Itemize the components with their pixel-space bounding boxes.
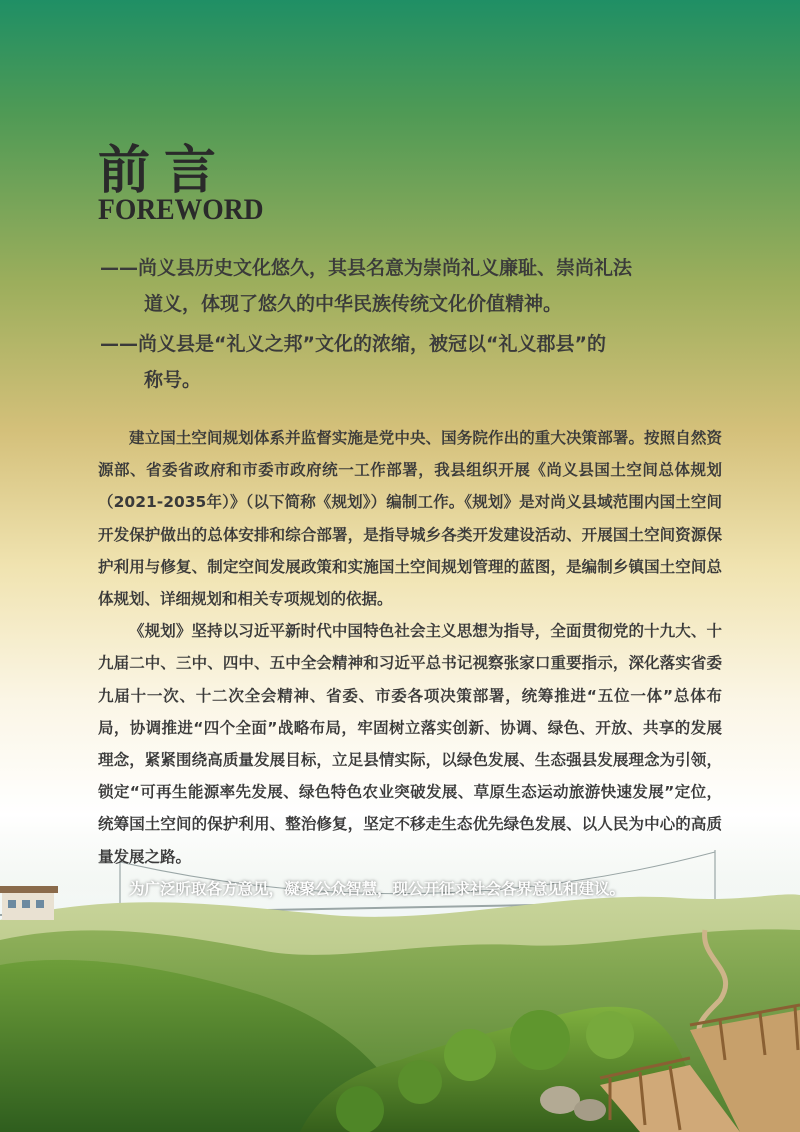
paragraph-2: 《规划》坚持以习近平新时代中国特色社会主义思想为指导，全面贯彻党的十九大、十九届二中、三中、四中、五中全会精神和习近平总书记视察张家口重要指示，深化落实省委九届十一次、十二次全会精神、省委、市委各项决策部署，统筹推进“五位一体”总体布局，协调推进“四个全面”战略布局，牢固树立落实创新、协调、绿色、开放、共享的发展理念，紧紧围绕高质量发展目标，立足县情实际，以绿色发展、生态强县发展理念为引领，锁定“可再生能源率先发展、绿色特色农业突破发展、草原生态运动旅游快速发展”定位，统筹国土空间的保护利用、整治修复，坚定不移走生态优先绿色发展、以人民为中心的高质量发展之路。 bbox=[98, 622, 722, 866]
lead-quote-1-line-2: 道义，体现了悠久的中华民族传统文化价值精神。 bbox=[144, 293, 563, 315]
page-title: 前言 bbox=[98, 141, 231, 201]
building-icon bbox=[0, 886, 58, 920]
lead-quote-2-line-2: 称号。 bbox=[144, 369, 202, 391]
lead-quote-2-line-1: ——尚义县是“礼义之邦”文化的浓缩，被冠以“礼义郡县”的 bbox=[100, 333, 606, 355]
paragraph-1: 建立国土空间规划体系并监督实施是党中央、国务院作出的重大决策部署。按照自然资源部、省委省政府和市委市政府统一工作部署，我县组织开展《尚义县国土空间总体规划（2021-2035年）》（以下简称《规划》）编制工作。《规划》是对尚义县域范围内国土空间开发保护做出的总体安排和综合部署，是指导城乡各类开发建设活动、开展国土空间资源保护利用与修复、制定空间发展政策和实施国土空间规划管理的蓝图，是编制乡镇国土空间总体规划、详细规划和相关专项规划的依据。 bbox=[98, 429, 722, 609]
lead-quotes bbox=[100, 250, 730, 402]
page-subtitle-english: FOREWORD bbox=[98, 193, 264, 226]
lead-quote-1-line-1: ——尚义县历史文化悠久，其县名意为崇尚礼义廉耻、崇尚礼法 bbox=[100, 257, 633, 279]
body-text bbox=[98, 422, 722, 905]
paragraph-3: 为广泛听取各方意见，凝聚公众智慧，现公开征求社会各界意见和建议。 bbox=[129, 879, 626, 898]
